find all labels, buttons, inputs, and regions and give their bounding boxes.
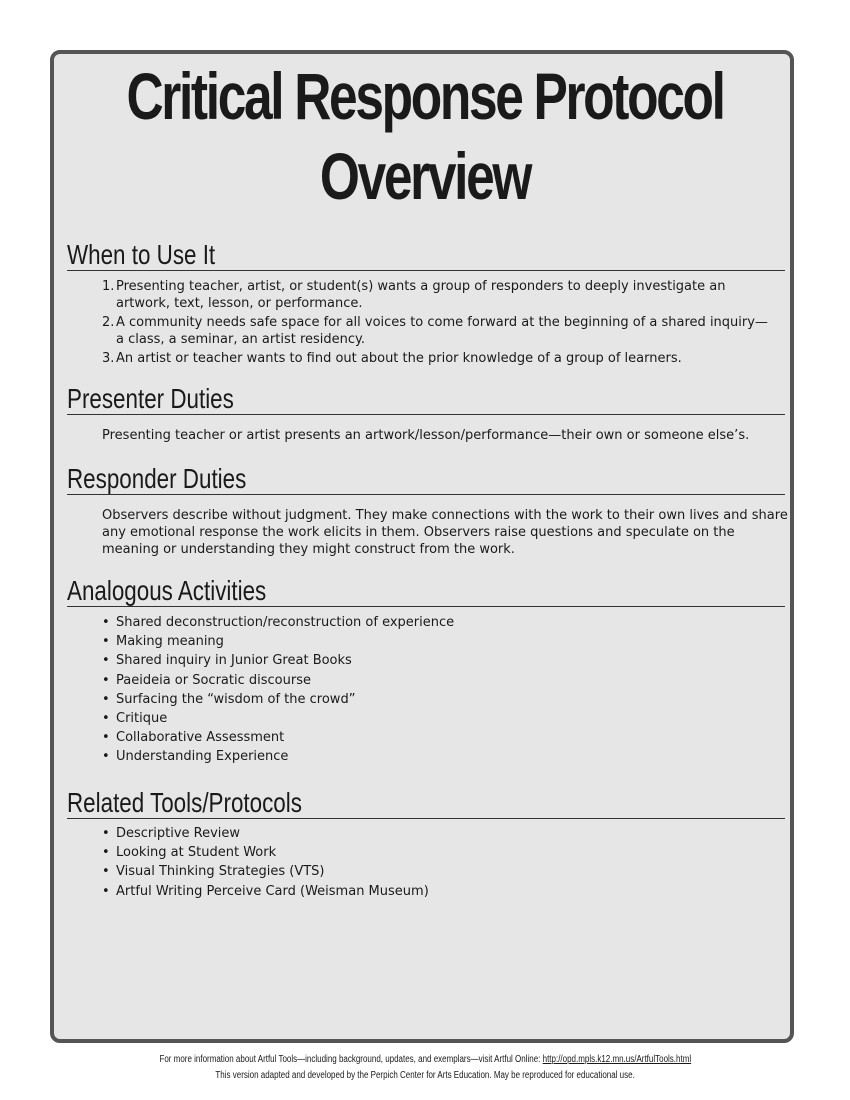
list-item [102, 843, 702, 862]
artful-tools-link[interactable]: http://opd.mpls.k12.mn.us/ArtfulTools.html [542, 1054, 691, 1065]
bullet-icon: • [102, 730, 110, 746]
item-text: Looking at Student Work [116, 845, 277, 861]
list-item [102, 278, 772, 312]
list-item [102, 862, 702, 881]
list-item [102, 314, 772, 348]
list-item [102, 350, 772, 367]
bullet-icon: • [102, 672, 110, 688]
item-text: Critique [116, 710, 168, 726]
list-item [102, 709, 702, 728]
list-item [102, 613, 702, 632]
footer-line-1 [0, 1053, 850, 1067]
footer-line-1-inner [159, 1053, 691, 1067]
item-text: Understanding Experience [116, 749, 289, 765]
footer-info-text: For more information about Artful Tools—including background, updates, and exemplars—visit Artful Online: [159, 1054, 543, 1065]
item-text: Paeideia or Socratic discourse [116, 672, 311, 688]
item-text: Descriptive Review [116, 826, 241, 841]
page-title [94, 56, 757, 216]
list-item [102, 824, 702, 843]
when-to-use-list [102, 278, 772, 369]
item-text: An artist or teacher wants to find out about the prior knowledge of a group of learners. [116, 351, 682, 366]
item-number: 3. [102, 351, 115, 366]
section-heading-label: Related Tools/Protocols [67, 787, 302, 818]
section-heading-when-to-use [67, 240, 785, 271]
bullet-icon: • [102, 710, 110, 726]
item-text: Shared inquiry in Junior Great Books [116, 653, 352, 669]
footer-credit-text: This version adapted and developed by the Perpich Center for Arts Education. May be reproduced for educational use. [215, 1070, 635, 1081]
list-item [102, 728, 702, 747]
section-heading-related-tools [67, 788, 785, 819]
section-heading-label: Analogous Activities [67, 575, 267, 606]
bullet-icon: • [102, 749, 110, 765]
list-item [102, 690, 702, 709]
bullet-icon: • [102, 634, 110, 650]
bullet-icon: • [102, 615, 110, 630]
item-number: 1. [102, 279, 115, 294]
section-heading-analogous-activities [67, 576, 785, 607]
list-item [102, 882, 702, 901]
item-text: Presenting teacher, artist, or student(s) wants a group of responders to deeply investigate an artwork, text, lesson, or performance. [116, 279, 726, 311]
section-heading-responder-duties [67, 464, 785, 495]
title-line-1: Critical Response Protocol [126, 59, 724, 133]
item-text: Visual Thinking Strategies (VTS) [116, 864, 325, 880]
list-item [102, 651, 702, 670]
bullet-icon: • [102, 845, 110, 861]
bullet-icon: • [102, 653, 110, 669]
section-heading-presenter-duties [67, 384, 785, 415]
related-tools-list [102, 824, 702, 901]
bullet-icon: • [102, 826, 110, 841]
item-text: Surfacing the “wisdom of the crowd” [116, 691, 356, 707]
bullet-icon: • [102, 691, 110, 707]
list-item [102, 747, 702, 766]
item-text: A community needs safe space for all voices to come forward at the beginning of a shared inquiry—a class, a seminar, an artist residency. [116, 315, 768, 347]
bullet-icon: • [102, 864, 110, 880]
list-item [102, 632, 702, 651]
list-item [102, 671, 702, 690]
item-text: Making meaning [116, 634, 224, 650]
responder-duties-text: Observers describe without judgment. They make connections with the work to their own lives and share any emotional response the work elicits in them. Observers raise questions and speculate on the meaning or understanding they might construct from the work. [102, 508, 788, 557]
section-heading-label: Responder Duties [67, 463, 247, 494]
section-heading-label: When to Use It [67, 239, 216, 270]
title-line-2: Overview [319, 139, 531, 213]
bullet-icon: • [102, 883, 110, 899]
item-number: 2. [102, 315, 115, 330]
item-text: Shared deconstruction/reconstruction of experience [116, 615, 455, 630]
presenter-duties-text: Presenting teacher or artist presents an artwork/lesson/performance—their own or someone else’s. [102, 428, 750, 443]
section-heading-label: Presenter Duties [67, 383, 234, 414]
item-text: Artful Writing Perceive Card (Weisman Museum) [116, 883, 429, 899]
footer-line-2 [0, 1069, 850, 1083]
analogous-activities-list [102, 613, 702, 767]
item-text: Collaborative Assessment [116, 730, 285, 746]
